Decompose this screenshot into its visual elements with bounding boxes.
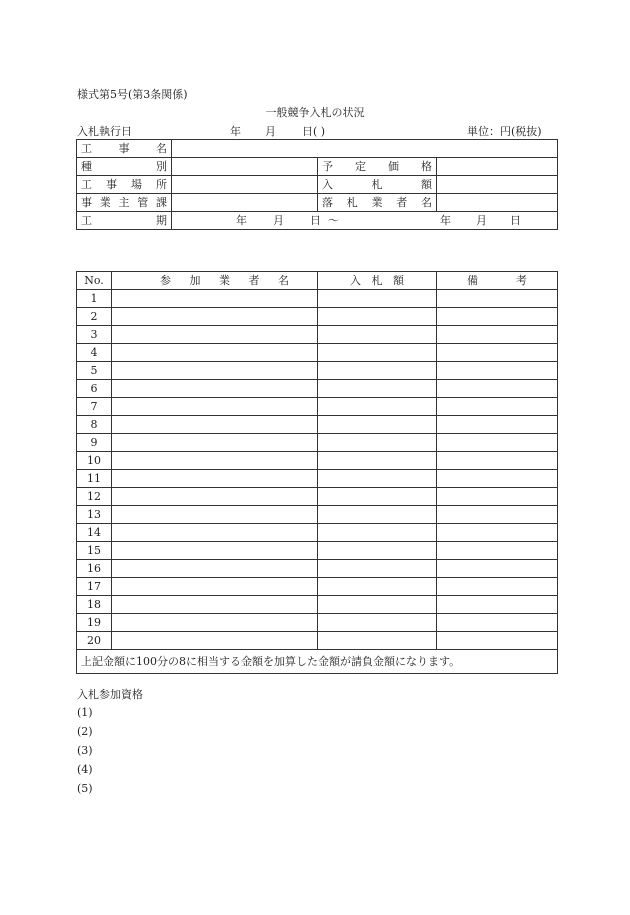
remarks-cell[interactable] [437, 632, 558, 650]
bid-amount-cell[interactable] [318, 524, 437, 542]
remarks-cell[interactable] [437, 578, 558, 596]
bid-amount-cell[interactable] [318, 344, 437, 362]
period-end-day-unit: 日 [510, 214, 521, 227]
project-info-table [76, 139, 558, 230]
bidder-name-cell[interactable] [112, 470, 318, 488]
spaced-label: 工 事 場 所 [81, 178, 167, 191]
bidder-name-cell[interactable] [112, 488, 318, 506]
execution-day-unit: 日( ) [302, 125, 326, 138]
spaced-label: 入 札 額 [350, 274, 404, 287]
spaced-label: 参 加 業 者 名 [160, 274, 289, 287]
bidder-name-cell[interactable] [112, 452, 318, 470]
spaced-label: 備 考 [467, 274, 527, 287]
table-row [77, 542, 558, 560]
bid-amount-cell[interactable] [318, 380, 437, 398]
table-row [77, 506, 558, 524]
bid-amount-cell[interactable] [318, 470, 437, 488]
table-row [77, 308, 558, 326]
col-header-amount [318, 272, 437, 290]
site-row [77, 176, 558, 194]
bidder-name-cell[interactable] [112, 614, 318, 632]
bid-amount-cell[interactable] [318, 560, 437, 578]
row-number: 5 [77, 362, 112, 380]
bid-amount-label [318, 176, 437, 194]
table-row [77, 614, 558, 632]
row-number: 12 [77, 488, 112, 506]
winning-bidder-label [318, 194, 437, 212]
bid-amount-value[interactable] [437, 176, 558, 194]
bidder-name-cell[interactable] [112, 560, 318, 578]
row-number: 8 [77, 416, 112, 434]
remarks-cell[interactable] [437, 398, 558, 416]
period-value[interactable] [172, 212, 558, 230]
row-number: 13 [77, 506, 112, 524]
bidder-name-cell[interactable] [112, 632, 318, 650]
period-end-month-unit: 月 [476, 214, 487, 227]
bidder-name-cell[interactable] [112, 326, 318, 344]
owner-row [77, 194, 558, 212]
bidder-name-cell[interactable] [112, 434, 318, 452]
bidder-name-cell[interactable] [112, 290, 318, 308]
bidder-name-cell[interactable] [112, 380, 318, 398]
period-day-unit: 日 [310, 214, 321, 227]
bid-amount-cell[interactable] [318, 632, 437, 650]
remarks-cell[interactable] [437, 452, 558, 470]
bid-amount-cell[interactable] [318, 308, 437, 326]
row-number: 10 [77, 452, 112, 470]
row-number: 20 [77, 632, 112, 650]
category-value[interactable] [172, 158, 318, 176]
winning-bidder-value[interactable] [437, 194, 558, 212]
table-row [77, 632, 558, 650]
row-number: 9 [77, 434, 112, 452]
bid-amount-cell[interactable] [318, 398, 437, 416]
qualification-item: (2) [77, 725, 93, 738]
remarks-cell[interactable] [437, 524, 558, 542]
row-number: 7 [77, 398, 112, 416]
tax-note: 上記金額に100分の8に相当する金額を加算した金額が請負金額になります。 [77, 650, 558, 674]
table-row [77, 560, 558, 578]
owner-dept-label [77, 194, 172, 212]
bidder-name-cell[interactable] [112, 506, 318, 524]
table-row [77, 362, 558, 380]
bid-amount-cell[interactable] [318, 596, 437, 614]
bid-amount-cell[interactable] [318, 362, 437, 380]
row-number: 6 [77, 380, 112, 398]
project-name-row [77, 140, 558, 158]
planned-price-value[interactable] [437, 158, 558, 176]
remarks-cell[interactable] [437, 434, 558, 452]
currency-unit-note: 単位：円(税抜) [467, 125, 542, 138]
table-row [77, 344, 558, 362]
period-month-unit: 月 [273, 214, 284, 227]
remarks-cell[interactable] [437, 326, 558, 344]
table-row [77, 380, 558, 398]
table-row [77, 596, 558, 614]
category-row [77, 158, 558, 176]
row-number: 15 [77, 542, 112, 560]
col-header-remarks [437, 272, 558, 290]
site-value[interactable] [172, 176, 318, 194]
bid-amount-cell[interactable] [318, 326, 437, 344]
table-row [77, 470, 558, 488]
spaced-label: 入 札 額 [322, 178, 432, 191]
table-row [77, 488, 558, 506]
row-number: 1 [77, 290, 112, 308]
table-row [77, 398, 558, 416]
bidder-name-cell[interactable] [112, 542, 318, 560]
category-label [77, 158, 172, 176]
bidder-name-cell[interactable] [112, 596, 318, 614]
spaced-label: 予 定 価 格 [322, 160, 432, 173]
period-label [77, 212, 172, 230]
qualification-item: (1) [77, 706, 93, 719]
row-number: 18 [77, 596, 112, 614]
qualification-item: (3) [77, 744, 93, 757]
bid-amount-cell[interactable] [318, 452, 437, 470]
period-year-unit: 年 [236, 214, 247, 227]
bidder-name-cell[interactable] [112, 362, 318, 380]
row-number: 11 [77, 470, 112, 488]
col-header-bidder [112, 272, 318, 290]
qualification-item: (5) [77, 782, 93, 795]
spaced-label: 種 別 [81, 160, 167, 173]
spaced-label: 工 期 [81, 214, 167, 227]
table-row [77, 416, 558, 434]
bid-amount-cell[interactable] [318, 416, 437, 434]
bidder-name-cell[interactable] [112, 398, 318, 416]
owner-dept-value[interactable] [172, 194, 318, 212]
bid-amount-cell[interactable] [318, 578, 437, 596]
remarks-cell[interactable] [437, 560, 558, 578]
execution-year-unit: 年 [230, 125, 241, 138]
remarks-cell[interactable] [437, 416, 558, 434]
remarks-cell[interactable] [437, 470, 558, 488]
bid-amount-cell[interactable] [318, 542, 437, 560]
remarks-cell[interactable] [437, 344, 558, 362]
col-header-no: No. [77, 272, 112, 290]
remarks-cell[interactable] [437, 596, 558, 614]
table-row [77, 290, 558, 308]
row-number: 16 [77, 560, 112, 578]
remarks-cell[interactable] [437, 614, 558, 632]
remarks-cell[interactable] [437, 542, 558, 560]
project-name-value[interactable] [172, 140, 558, 158]
bid-amount-cell[interactable] [318, 290, 437, 308]
participant-list-table [76, 271, 558, 674]
remarks-cell[interactable] [437, 506, 558, 524]
bidder-name-cell[interactable] [112, 416, 318, 434]
bidder-name-cell[interactable] [112, 344, 318, 362]
row-number: 4 [77, 344, 112, 362]
period-row [77, 212, 558, 230]
row-number: 14 [77, 524, 112, 542]
list-header-row [77, 272, 558, 290]
spaced-label: 事 業 主 管 課 [81, 196, 167, 209]
row-number: 17 [77, 578, 112, 596]
execution-month-unit: 月 [265, 125, 276, 138]
project-name-label [77, 140, 172, 158]
remarks-cell[interactable] [437, 488, 558, 506]
remarks-cell[interactable] [437, 308, 558, 326]
remarks-cell[interactable] [437, 380, 558, 398]
period-end-year-unit: 年 [440, 214, 451, 227]
spaced-label: 工 事 名 [81, 142, 167, 155]
planned-price-label [318, 158, 437, 176]
tax-note-row [77, 650, 558, 674]
site-label [77, 176, 172, 194]
form-number-label: 様式第5号(第3条関係) [77, 88, 188, 101]
table-row [77, 524, 558, 542]
row-number: 19 [77, 614, 112, 632]
bidder-name-cell[interactable] [112, 524, 318, 542]
table-row [77, 578, 558, 596]
row-number: 3 [77, 326, 112, 344]
period-tilde: 〜 [328, 214, 339, 227]
table-row [77, 452, 558, 470]
qualification-item: (4) [77, 763, 93, 776]
execution-date-label: 入札執行日 [77, 125, 132, 138]
bidder-name-cell[interactable] [112, 578, 318, 596]
table-row [77, 326, 558, 344]
spaced-label: 落 札 業 者 名 [322, 196, 432, 209]
remarks-cell[interactable] [437, 362, 558, 380]
remarks-cell[interactable] [437, 290, 558, 308]
qualifications-title: 入札参加資格 [77, 688, 143, 701]
bidder-name-cell[interactable] [112, 308, 318, 326]
bid-amount-cell[interactable] [318, 488, 437, 506]
bid-amount-cell[interactable] [318, 614, 437, 632]
bid-amount-cell[interactable] [318, 434, 437, 452]
form-title: 一般競争入札の状況 [265, 106, 365, 119]
bid-amount-cell[interactable] [318, 506, 437, 524]
row-number: 2 [77, 308, 112, 326]
table-row [77, 434, 558, 452]
